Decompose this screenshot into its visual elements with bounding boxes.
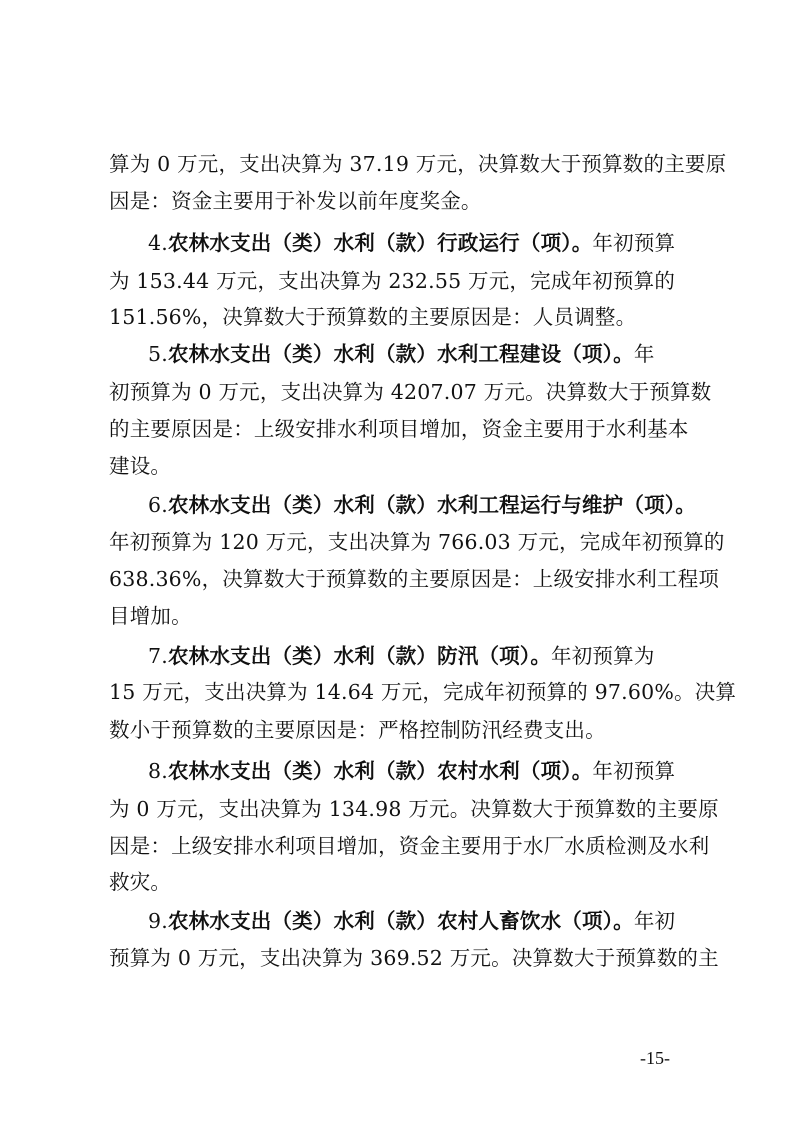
text-line: 预算为 0 万元，支出决算为 369.52 万元。决算数大于预算数的主 [109,946,719,970]
item-number: 6. [148,493,168,517]
text-line: 因是：资金主要用于补发以前年度奖金。 [109,189,482,213]
text-line: 救灾。 [109,870,172,894]
text-line: 15 万元，支出决算为 14.64 万元，完成年初预算的 97.60%。决算 [109,680,737,704]
page-number: -15- [640,1048,670,1068]
text-line: 数小于预算数的主要原因是：严格控制防汛经费支出。 [109,718,606,742]
text-line: 因是：上级安排水利项目增加，资金主要用于水厂水质检测及水利 [109,834,710,858]
text-line: 151.56%，决算数大于预算数的主要原因是：人员调整。 [109,305,637,329]
text-line: 算为 0 万元，支出决算为 37.19 万元，决算数大于预算数的主要原 [109,152,727,176]
item-number: 8. [148,759,168,783]
text-line: 初预算为 0 万元，支出决算为 4207.07 万元。决算数大于预算数 [109,380,712,404]
item-number: 7. [148,644,168,668]
item-title: 农林水支出（类）水利（款）水利工程建设（项）。 [167,342,634,366]
text-line: 的主要原因是：上级安排水利项目增加，资金主要用于水利基本 [109,417,689,441]
item-title: 农林水支出（类）水利（款）行政运行（项）。 [167,231,593,255]
item-heading-line [148,491,699,519]
item-title: 农林水支出（类）水利（款）农村水利（项）。 [167,759,593,783]
text-line: 目增加。 [109,604,192,628]
item-number: 4. [148,231,168,255]
item-number: 9. [148,909,168,933]
text-line: 为 0 万元，支出决算为 134.98 万元。决算数大于预算数的主要原 [109,797,719,821]
item-title: 农林水支出（类）水利（款）农村人畜饮水（项）。 [167,909,634,933]
item-title: 农林水支出（类）水利（款）防汛（项）。 [167,644,552,668]
item-heading-line [148,229,699,257]
text-line: 638.36%，决算数大于预算数的主要原因是：上级安排水利工程项 [109,567,720,591]
item-title: 农林水支出（类）水利（款）水利工程运行与维护（项）。 [167,493,696,517]
item-heading-line [148,340,699,368]
item-text: 年初预算 [592,231,676,255]
item-heading-line [148,907,699,935]
item-text: 年初预算 [592,759,676,783]
text-line: 为 153.44 万元，支出决算为 232.55 万元，完成年初预算的 [109,269,676,293]
item-number: 5. [148,342,168,366]
item-heading-line [148,642,699,670]
text-line: 建设。 [109,454,172,478]
item-text: 年初预算为 [551,644,655,668]
item-text: 年 [633,342,655,366]
item-heading-line [148,757,699,785]
item-text: 年初 [633,909,676,933]
text-line: 年初预算为 120 万元，支出决算为 766.03 万元，完成年初预算的 [109,530,725,554]
